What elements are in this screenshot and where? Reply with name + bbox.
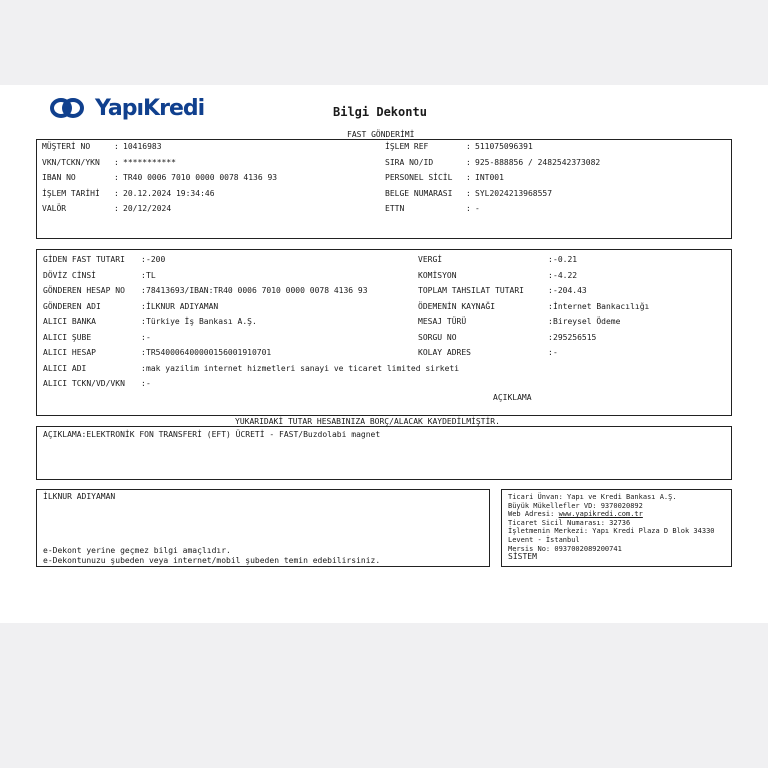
details-right-value: -4.22 xyxy=(553,270,578,280)
footer-note-1: e-Dekont yerine geçmez bilgi amaçlıdır. xyxy=(43,546,231,555)
bank-web-link[interactable]: www.yapikredi.com.tr xyxy=(558,510,643,519)
details-right-separator: : xyxy=(548,348,553,357)
info-left-separator: : xyxy=(114,157,119,167)
bank-headquarters-city: Levent - İstanbul xyxy=(508,535,580,544)
details-right-separator: : xyxy=(548,317,553,326)
details-left-separator: : xyxy=(141,301,146,311)
details-left-value: 78413693/IBAN:TR40 0006 7010 0000 0078 4136 93 xyxy=(146,286,368,295)
details-left-value: - xyxy=(146,332,151,342)
details-right-separator: : xyxy=(548,332,553,342)
description-box xyxy=(36,426,732,480)
details-left-separator: : xyxy=(141,286,146,295)
info-left-value: TR40 0006 7010 0000 0078 4136 93 xyxy=(123,173,278,182)
details-left-value: Türkiye İş Bankası A.Ş. xyxy=(146,317,257,326)
info-right-value: INT001 xyxy=(475,173,504,182)
info-left-label: VKN/TCKN/YKN xyxy=(42,157,100,167)
details-right-label: TOPLAM TAHSILAT TUTARI xyxy=(418,286,524,295)
description-text: AÇIKLAMA:ELEKTRONİK FON TRANSFERİ (EFT) ÜCRETİ - FAST/Buzdolabi magnet xyxy=(43,430,381,439)
details-right-value: İnternet Bankacılığı xyxy=(553,301,650,311)
info-right-label: İŞLEM REF xyxy=(385,142,429,151)
logo-mark-icon xyxy=(50,97,92,119)
details-left-value: -200 xyxy=(146,255,166,264)
details-left-label: ALICI TCKN/VD/VKN xyxy=(43,379,125,388)
details-left-value: TL xyxy=(146,270,156,280)
transaction-details-box xyxy=(36,249,732,416)
details-right-label: ÖDEMENİN KAYNAĞI xyxy=(418,301,496,311)
details-right-label: KOMİSYON xyxy=(418,270,457,280)
bank-mersis-no: Mersis No: 0937002089200741 xyxy=(508,544,622,553)
bank-info-box xyxy=(501,489,732,567)
details-right-label: MESAJ TÜRÜ xyxy=(418,317,467,326)
customer-info-box xyxy=(36,139,732,239)
details-right-value: 295256515 xyxy=(553,332,597,342)
info-left-value: *********** xyxy=(123,157,176,167)
details-left-separator: : xyxy=(141,348,146,357)
yapikredi-logo xyxy=(50,95,204,121)
info-right-value: 925-888856 / 2482542373082 xyxy=(475,157,601,167)
debit-notice: YUKARIDAKİ TUTAR HESABINIZA BORÇ/ALACAK KAYDEDİLMİŞTİR. xyxy=(235,417,500,426)
bank-system: SİSTEM xyxy=(508,552,537,562)
details-right-separator: : xyxy=(548,255,553,264)
info-right-label: PERSONEL SİCİL xyxy=(385,173,453,182)
details-left-label: ALICI ŞUBE xyxy=(43,332,92,342)
details-left-label: GİDEN FAST TUTARI xyxy=(43,255,125,264)
details-left-value: İLKNUR ADIYAMAN xyxy=(146,301,219,311)
info-left-label: MÜŞTERİ NO xyxy=(42,142,91,151)
bank-headquarters: İşletmenin Merkezi: Yapı Kredi Plaza D Blok 34330 xyxy=(508,527,715,536)
info-right-separator: : xyxy=(466,204,471,213)
details-right-separator: : xyxy=(548,301,553,311)
details-right-label: SORGU NO xyxy=(418,332,457,342)
info-left-separator: : xyxy=(114,188,119,198)
info-left-value: 20/12/2024 xyxy=(123,204,172,213)
info-right-separator: : xyxy=(466,142,471,151)
details-left-value: TR540006400000156001910701 xyxy=(146,348,272,357)
details-left-separator: : xyxy=(141,363,146,373)
details-left-label: DÖVİZ CİNSİ xyxy=(43,270,96,280)
details-right-label: KOLAY ADRES xyxy=(418,348,471,357)
details-left-label: GÖNDEREN ADI xyxy=(43,301,101,311)
info-left-separator: : xyxy=(114,142,119,151)
details-right-separator: : xyxy=(548,270,553,280)
info-right-label: BELGE NUMARASI xyxy=(385,188,453,198)
document-title: Bilgi Dekontu xyxy=(333,105,427,119)
details-right-value: - xyxy=(553,348,558,357)
receipt-sheet xyxy=(0,85,768,623)
footer-note-2: e-Dekontunuzu şubeden veya internet/mobil şubeden temin edebilirsiniz. xyxy=(43,556,381,565)
details-left-label: ALICI HESAP xyxy=(43,348,96,357)
info-right-value: SYL2024213968557 xyxy=(475,188,553,198)
customer-name: İLKNUR ADIYAMAN xyxy=(43,492,116,501)
details-left-separator: : xyxy=(141,270,146,280)
info-left-separator: : xyxy=(114,204,119,213)
details-right-label: VERGİ xyxy=(418,255,443,264)
section-caption-fast: FAST GÖNDERİMİ xyxy=(347,130,415,139)
bank-trade-registry: Ticaret Sicil Numarası: 32736 xyxy=(508,518,631,527)
details-right-value: -0.21 xyxy=(553,255,578,264)
customer-footer-box xyxy=(36,489,490,567)
info-right-value: - xyxy=(475,204,480,213)
logo-text: YapıKredi xyxy=(95,95,205,121)
info-left-separator: : xyxy=(114,173,119,182)
bank-web-label: Web Adresi: xyxy=(508,510,559,519)
details-left-separator: : xyxy=(141,255,146,264)
info-left-label: İŞLEM TARİHİ xyxy=(42,188,100,198)
info-right-separator: : xyxy=(466,188,471,198)
aciklama-label: AÇIKLAMA xyxy=(493,393,532,402)
details-left-label: ALICI ADI xyxy=(43,363,87,373)
info-right-label: SIRA NO/ID xyxy=(385,157,434,167)
details-left-label: ALICI BANKA xyxy=(43,317,96,326)
info-left-value: 20.12.2024 19:34:46 xyxy=(123,188,215,198)
info-left-label: VALÖR xyxy=(42,204,67,213)
bank-tax-office: Büyük Mükellefler VD: 9370020892 xyxy=(508,501,643,510)
details-right-value: -204.43 xyxy=(553,286,587,295)
info-right-separator: : xyxy=(466,173,471,182)
details-right-separator: : xyxy=(548,286,553,295)
bank-info-lines xyxy=(508,493,715,562)
details-left-separator: : xyxy=(141,317,146,326)
details-left-separator: : xyxy=(141,332,146,342)
details-left-separator: : xyxy=(141,379,146,388)
details-left-value: mak yazilim internet hizmetleri sanayi ve ticaret limited sirketi xyxy=(146,363,460,373)
bank-web-row xyxy=(508,510,715,519)
info-right-value: 511075096391 xyxy=(475,142,533,151)
details-left-label: GÖNDEREN HESAP NO xyxy=(43,286,125,295)
info-left-value: 10416983 xyxy=(123,142,162,151)
details-right-value: Bireysel Ödeme xyxy=(553,317,621,326)
details-left-value: - xyxy=(146,379,151,388)
info-left-label: IBAN NO xyxy=(42,173,76,182)
info-right-separator: : xyxy=(466,157,471,167)
info-right-label: ETTN xyxy=(385,204,405,213)
bank-title: Ticari Ünvan: Yapı ve Kredi Bankası A.Ş. xyxy=(508,493,677,501)
